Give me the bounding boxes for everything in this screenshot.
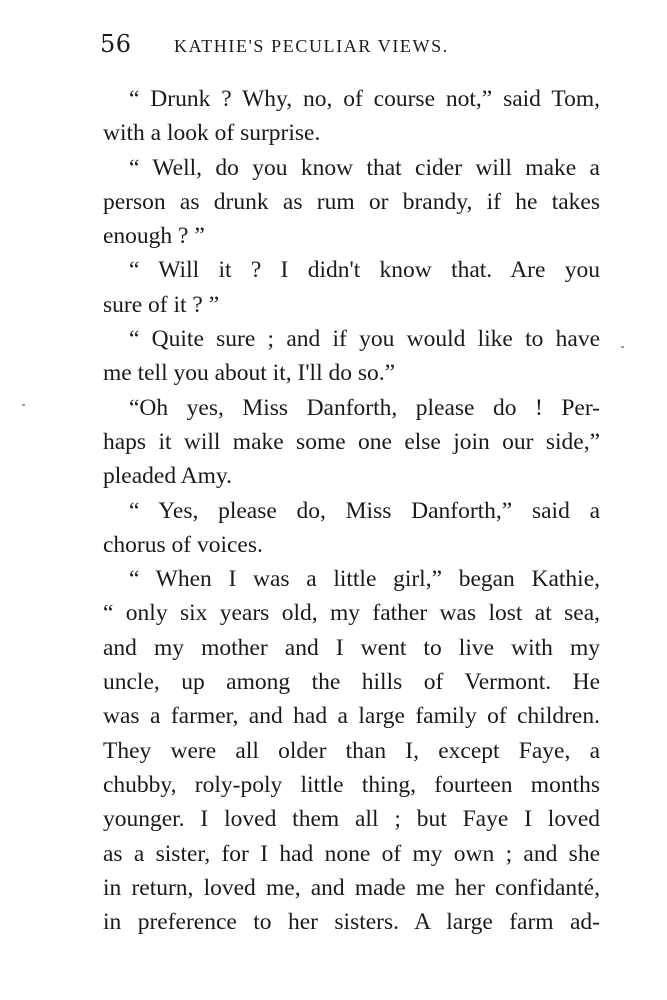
text-line: chorus of voices. — [103, 531, 263, 558]
text-line: as a sister, for I had none of my own ; and she — [103, 840, 600, 867]
text-line: “ only six years old, my father was lost at sea, — [103, 600, 600, 627]
text-line: person as drunk as rum or brandy, if he takes — [103, 188, 600, 215]
page-number: 56 — [100, 30, 132, 58]
text-line: younger. I loved them all ; but Faye I loved — [103, 806, 600, 833]
text-line: “ Well, do you know that cider will make a — [129, 154, 600, 181]
paper-speck — [22, 404, 25, 406]
text-line: They were all older than I, except Faye, a — [103, 737, 600, 764]
page-header — [100, 30, 600, 70]
text-line: in return, loved me, and made me her confidanté, — [103, 874, 600, 901]
text-line: “ Yes, please do, Miss Danforth,” said a — [129, 497, 600, 524]
text-line: “ Drunk ? Why, no, of course not,” said Tom, — [129, 86, 600, 112]
body-text — [103, 82, 600, 939]
text-line: “ When I was a little girl,” began Kathie, — [129, 566, 600, 593]
text-line: was a farmer, and had a large family of children. — [103, 703, 600, 730]
text-line: with a look of surprise. — [103, 120, 321, 147]
text-line: in preference to her sisters. A large farm ad- — [103, 909, 600, 936]
text-line: “ Will it ? I didn't know that. Are you — [129, 257, 600, 284]
text-line: “ Quite sure ; and if you would like to have — [129, 326, 600, 353]
running-title: KATHIE'S PECULIAR VIEWS. — [174, 36, 449, 56]
paper-speck — [621, 346, 624, 348]
text-line: me tell you about it, I'll do so.” — [103, 360, 396, 387]
text-line: enough ? ” — [103, 223, 205, 250]
text-line: sure of it ? ” — [103, 291, 220, 318]
text-line: pleaded Amy. — [103, 463, 232, 490]
text-line: “Oh yes, Miss Danforth, please do ! Per- — [129, 394, 600, 421]
text-line: and my mother and I went to live with my — [103, 634, 600, 661]
text-line: haps it will make some one else join our side,” — [103, 428, 600, 455]
text-line: chubby, roly-poly little thing, fourteen months — [103, 771, 600, 798]
text-line: uncle, up among the hills of Vermont. He — [103, 669, 600, 696]
